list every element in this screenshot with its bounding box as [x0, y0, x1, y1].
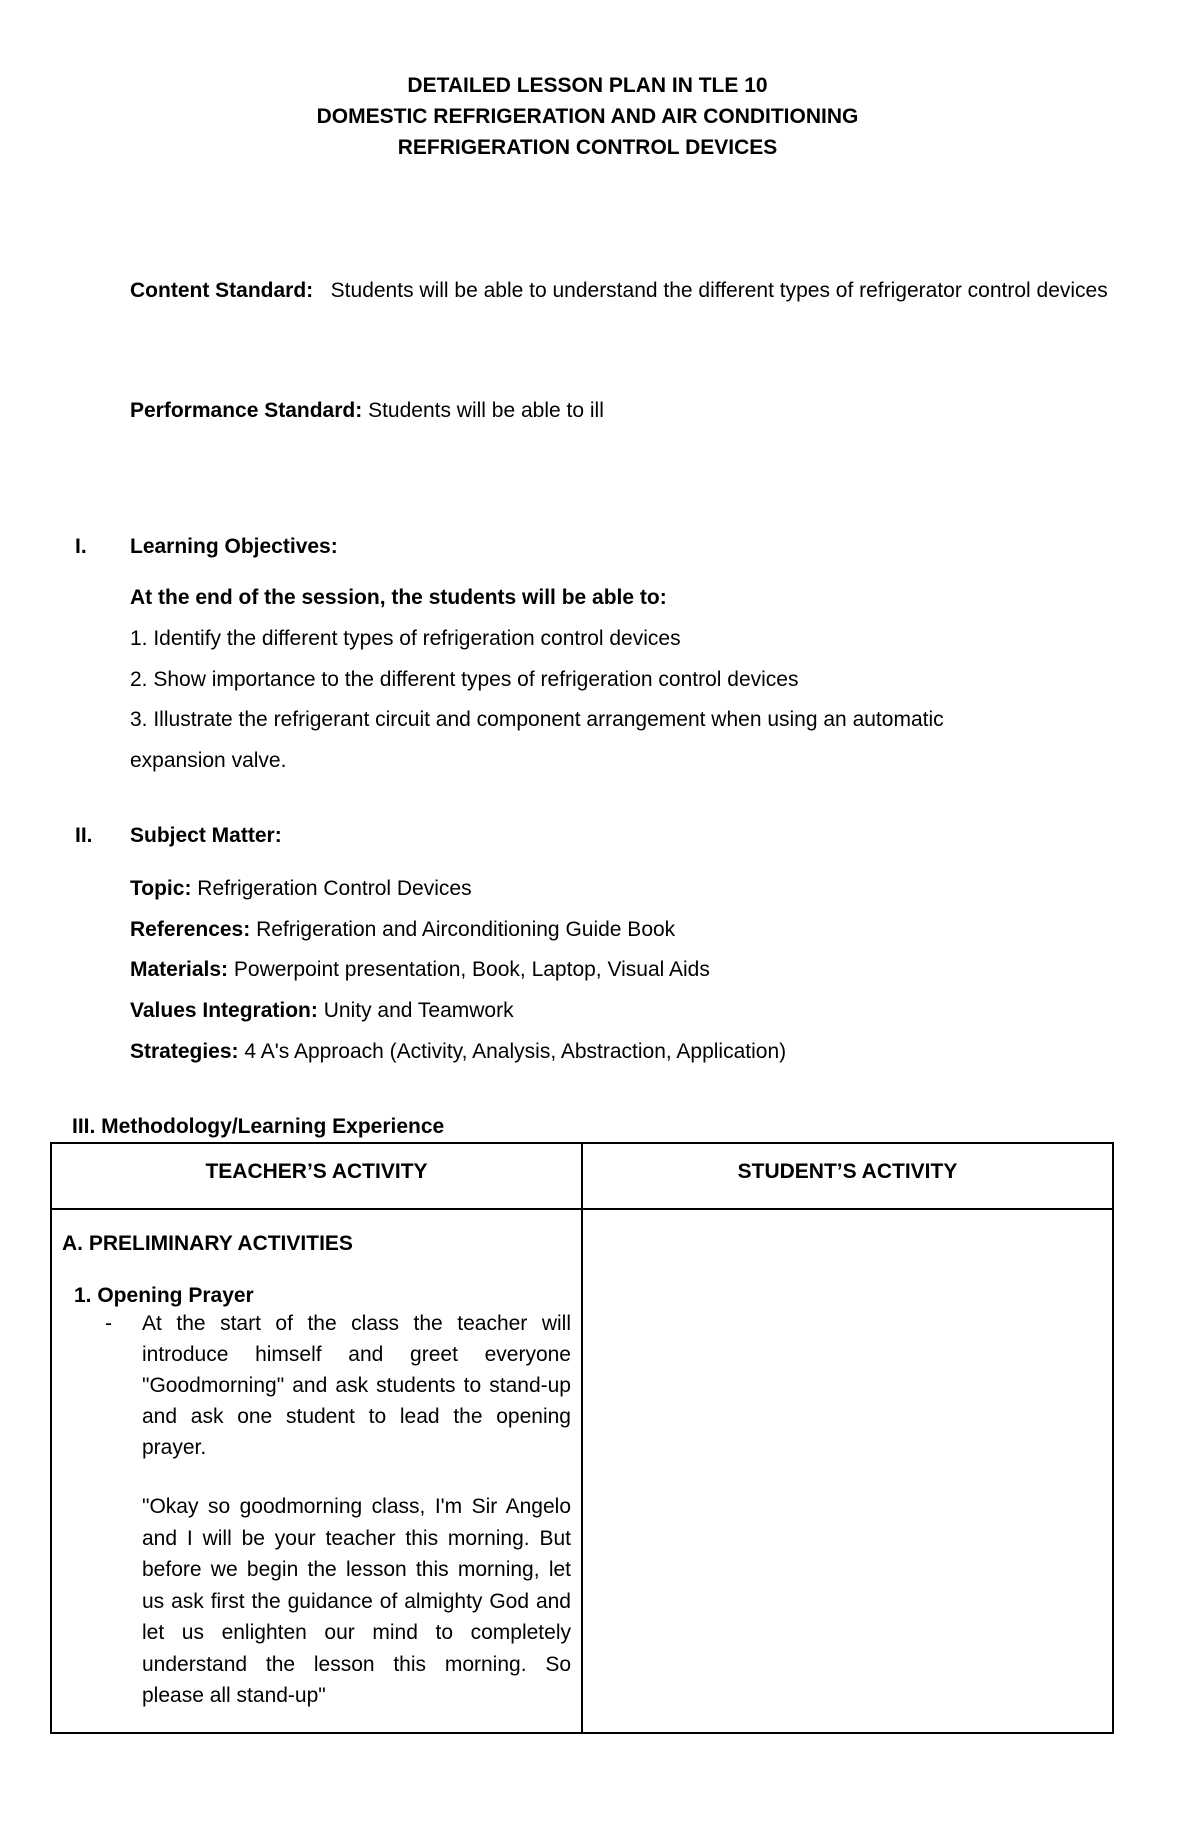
performance-standard-text: Students will be able to ill [368, 399, 604, 422]
objective-item: 2. Show importance to the different types of refrigeration control devices [130, 668, 799, 691]
objective-item: 3. Illustrate the refrigerant circuit and component arrangement when using an automatic [130, 708, 944, 731]
topic-value: Refrigeration Control Devices [197, 877, 472, 900]
materials-line [130, 958, 710, 982]
references-line [130, 918, 675, 942]
values-label: Values Integration: [130, 999, 318, 1022]
performance-standard [130, 390, 1115, 431]
materials-label: Materials: [130, 958, 229, 981]
table-row [51, 1209, 1113, 1733]
preliminary-activities-heading: A. PRELIMINARY ACTIVITIES [62, 1232, 353, 1255]
objectives-intro: At the end of the session, the students will be able to: [130, 586, 667, 609]
section-subject-matter [75, 824, 282, 848]
document-title [0, 70, 1175, 163]
references-label: References: [130, 918, 251, 941]
teacher-activity-cell [51, 1209, 582, 1733]
methodology-heading: III. Methodology/Learning Experience [72, 1115, 445, 1138]
table-header-row [51, 1143, 1113, 1209]
materials-value: Powerpoint presentation, Book, Laptop, Visual Aids [233, 958, 710, 981]
activity-table [50, 1142, 1114, 1734]
section-number: I. [75, 535, 87, 558]
topic-label: Topic: [130, 877, 192, 900]
title-line-2: DOMESTIC REFRIGERATION AND AIR CONDITIONING [316, 105, 859, 128]
section-heading: Learning Objectives: [130, 535, 338, 558]
section-learning-objectives [75, 535, 338, 559]
values-line [130, 999, 514, 1023]
strategies-line [130, 1040, 786, 1064]
title-line-3: REFRIGERATION CONTROL DEVICES [397, 136, 778, 159]
values-value: Unity and Teamwork [323, 999, 514, 1022]
section-heading: Subject Matter: [130, 824, 282, 847]
student-activity-header: STUDENT’S ACTIVITY [582, 1143, 1113, 1209]
student-activity-cell [582, 1209, 1113, 1733]
content-standard-text: Students will be able to understand the different types of refrigerator control devices [330, 279, 1108, 302]
content-standard-label: Content Standard: [130, 279, 314, 302]
strategies-label: Strategies: [130, 1040, 239, 1063]
objective-item: expansion valve. [130, 749, 287, 772]
title-line-1: DETAILED LESSON PLAN IN TLE 10 [407, 74, 768, 97]
section-number: II. [75, 824, 93, 847]
list-item [105, 1308, 571, 1463]
references-value: Refrigeration and Airconditioning Guide Book [256, 918, 676, 941]
opening-prayer-heading: 1. Opening Prayer [74, 1284, 254, 1307]
performance-standard-label: Performance Standard: [130, 399, 363, 422]
content-standard [130, 270, 1115, 311]
teacher-quote: "Okay so goodmorning class, I'm Sir Angelo and I will be your teacher this morning. But before we begin the lesson this morning, let us ask first the guidance of almighty God and let us enlighten our mind to completely understand the lesson this morning. So please all stand-up" [142, 1495, 571, 1707]
bullet-dash: - [105, 1312, 112, 1335]
bullet-text: At the start of the class the teacher will introduce himself and greet everyone "Goodmorning" and ask students to stand-up and ask one student to lead the opening prayer. [142, 1312, 571, 1459]
objective-item: 1. Identify the different types of refrigeration control devices [130, 627, 681, 650]
teacher-activity-header: TEACHER’S ACTIVITY [51, 1143, 582, 1209]
topic-line [130, 877, 472, 901]
strategies-value: 4 A's Approach (Activity, Analysis, Abstraction, Application) [244, 1040, 787, 1063]
